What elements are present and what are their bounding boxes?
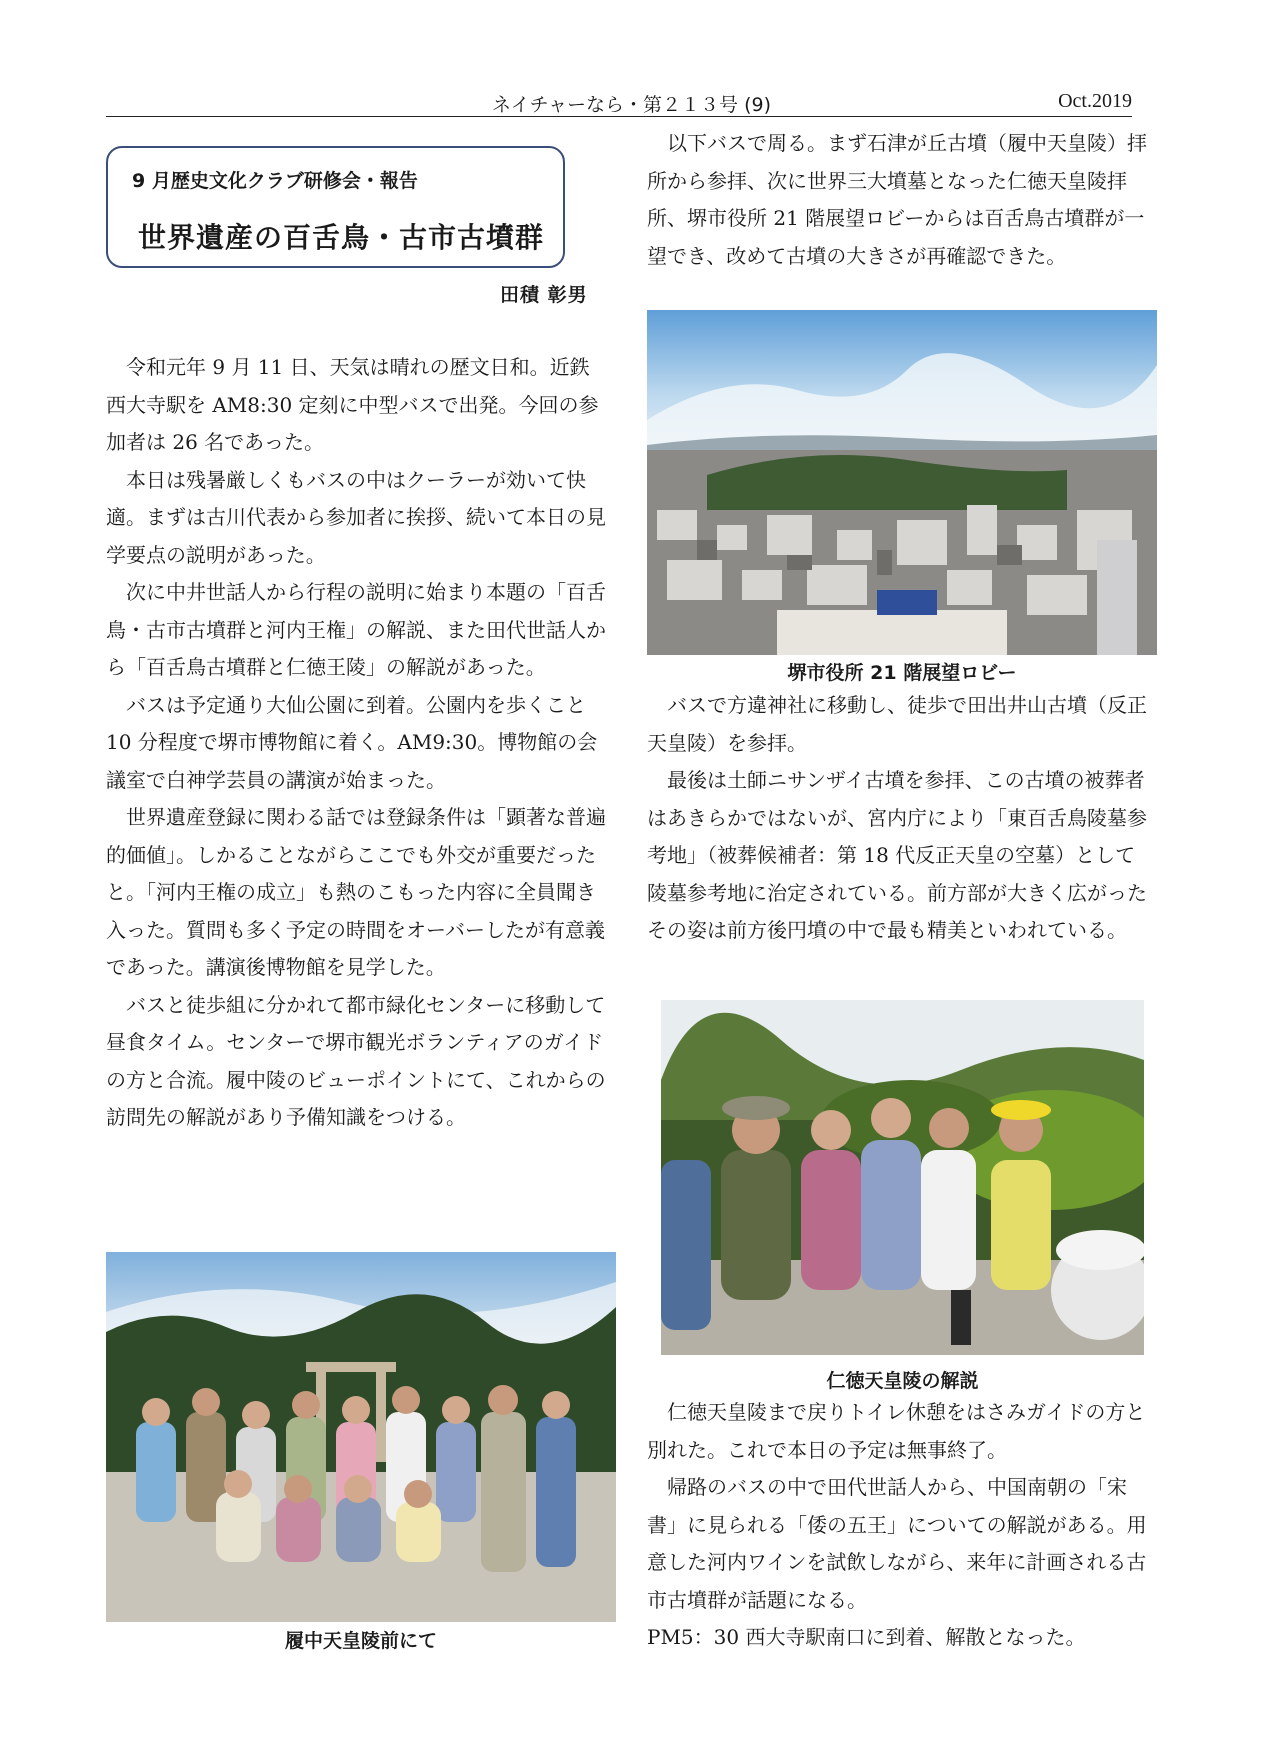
paragraph: 本日は残暑厳しくもバスの中はクーラーが効いて快適。まずは古川代表から参加者に挨拶、続いて本日の見学要点の説明があった。	[106, 467, 606, 567]
issue-label: ネイチャーなら・第２１３号 (9)	[492, 94, 772, 116]
paragraph: 令和元年 9 月 11 日、天気は晴れの歴文日和。近鉄西大寺駅を AM8:30 定刻に中型バスで出発。今回の参加者は 26 名であった。	[106, 355, 599, 454]
guide-photo-caption: 仁徳天皇陵の解説	[826, 1370, 979, 1392]
article-author: 田積 彰男	[500, 284, 588, 306]
city-photo-caption: 堺市役所 21 階展望ロビー	[787, 662, 1017, 684]
paragraph: バスで方違神社に移動し、徒歩で田出井山古墳（反正天皇陵）を参拝。	[647, 693, 1147, 755]
left-column	[106, 349, 606, 1137]
group-photo	[106, 1252, 616, 1622]
article-title: 世界遺産の百舌鳥・古市古墳群	[138, 221, 545, 254]
paragraph: 以下バスで周る。まず石津が丘古墳（履中天皇陵）拝所から参拝、次に世界三大墳墓となった仁徳天皇陵拝所、堺市役所 21 階展望ロビーからは百舌鳥古墳群が一望でき、改めて古墳の大きさが再確認できた。	[647, 131, 1147, 268]
group-photo-caption: 履中天皇陵前にて	[284, 1630, 437, 1652]
guide-explanation-photo	[661, 1000, 1144, 1355]
right-column-top	[647, 125, 1147, 275]
paragraph: バスと徒歩組に分かれて都市緑化センターに移動して昼食タイム。センターで堺市観光ボランティアのガイドの方と合流。履中陵のビューポイントにて、これからの訪問先の解説があり予備知識をつける。	[106, 992, 606, 1129]
article-title-box	[106, 146, 565, 268]
paragraph: 帰路のバスの中で田代世話人から、中国南朝の「宋書」に見られる「倭の五王」についての解説がある。用意した河内ワインを試飲しながら、来年に計画される古市古墳群が話題になる。	[647, 1475, 1147, 1612]
paragraph: 次に中井世話人から行程の説明に始まり本題の「百舌鳥・古市古墳群と河内王権」の解説、また田代世話人から「百舌鳥古墳群と仁徳王陵」の解説があった。	[106, 580, 606, 679]
page-header	[106, 90, 1132, 117]
article-club: 9 月歴史文化クラブ研修会・報告	[132, 170, 418, 192]
paragraph: バスは予定通り大仙公園に到着。公園内を歩くこと 10 分程度で堺市博物館に着く。AM9:30。博物館の会議室で白神学芸員の講演が始まった。	[106, 692, 598, 792]
right-column-bottom	[647, 1394, 1147, 1657]
issue-date: Oct.2019	[1058, 90, 1132, 112]
paragraph: 仁徳天皇陵まで戻りトイレ休憩をはさみガイドの方と別れた。これで本日の予定は無事終了。	[647, 1400, 1146, 1462]
paragraph: 世界遺産登録に関わる話では登録条件は「顕著な普遍的価値」。しかることながらここでも外交が重要だったと。「河内王権の成立」も熱のこもった内容に全員聞き入った。質問も多く予定の時間をオーバーしたが有意義であった。講演後博物館を見学した。	[106, 805, 606, 979]
paragraph: PM5：30 西大寺駅南口に到着、解散となった。	[647, 1625, 1086, 1649]
right-column-middle	[647, 687, 1147, 950]
city-view-photo	[647, 310, 1157, 655]
paragraph: 最後は土師ニサンザイ古墳を参拝、この古墳の被葬者はあきらかではないが、宮内庁により「東百舌鳥陵墓参考地」（被葬候補者：第 18 代反正天皇の空墓）として陵墓参考地に治定されている。前方部が大きく広がったその姿は前方後円墳の中で最も精美といわれている。	[647, 768, 1147, 942]
